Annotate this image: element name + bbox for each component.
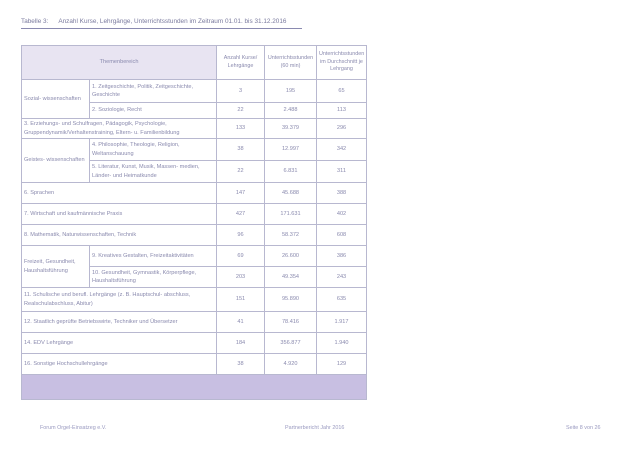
row-label: 1. Zeitgeschichte, Politik, Zeitgeschichte, Geschichte [90, 80, 217, 103]
caption-underline [21, 28, 302, 29]
row-count: 38 [217, 354, 265, 375]
row-average: 296 [317, 119, 367, 139]
row-hours: 356.877 [265, 333, 317, 354]
table-row [22, 225, 367, 246]
row-hours: 49.354 [265, 267, 317, 288]
table-row [22, 204, 367, 225]
row-label: 4. Philosophie, Theologie, Religion, Weltanschauung [90, 139, 217, 161]
row-average: 388 [317, 183, 367, 204]
row-average: 1.917 [317, 312, 367, 333]
header-average: Unterrichtsstunden im Durchschnitt je Lehrgang [317, 46, 367, 80]
row-label: 10. Gesundheit, Gymnastik, Körperpflege, Haushaltsführung [90, 267, 217, 288]
row-count: 69 [217, 246, 265, 267]
row-label: 6. Sprachen [22, 183, 217, 204]
table-row [22, 139, 367, 161]
table-row [22, 246, 367, 267]
row-label: 12. Staatlich geprüfte Betriebswirte, Techniker und Übersetzer [22, 312, 217, 333]
row-hours: 26.600 [265, 246, 317, 267]
row-count: 184 [217, 333, 265, 354]
table-row [22, 333, 367, 354]
header-area: Themenbereich [22, 46, 217, 80]
row-count: 203 [217, 267, 265, 288]
row-label: 11. Schulische und berufl. Lehrgänge (z. B. Hauptschul- abschluss, Realschulabschluss, Abitur) [22, 288, 217, 312]
row-count: 38 [217, 139, 265, 161]
row-count: 22 [217, 161, 265, 183]
table-footer-band [22, 375, 367, 400]
group-label-geistes: Geistes- wissenschaften [22, 139, 90, 183]
row-average: 113 [317, 103, 367, 119]
row-average: 1.940 [317, 333, 367, 354]
row-hours: 2.488 [265, 103, 317, 119]
row-label: 3. Erziehungs- und Schulfragen, Pädagogik, Psychologie, Gruppendynamik/Verhaltenstraining, Eltern- u. Familienbildung [22, 119, 217, 139]
row-count: 96 [217, 225, 265, 246]
row-label: 7. Wirtschaft und kaufmännische Praxis [22, 204, 217, 225]
row-average: 342 [317, 139, 367, 161]
row-average: 402 [317, 204, 367, 225]
row-hours: 4.920 [265, 354, 317, 375]
row-average: 129 [317, 354, 367, 375]
row-average: 608 [317, 225, 367, 246]
table-row [22, 288, 367, 312]
table-row [22, 119, 367, 139]
row-count: 427 [217, 204, 265, 225]
row-hours: 58.372 [265, 225, 317, 246]
table-row [22, 183, 367, 204]
table-footer-cell [22, 375, 367, 400]
table-caption-text: Anzahl Kurse, Lehrgänge, Unterrichtsstunden im Zeitraum 01.01. bis 31.12.2016 [58, 18, 287, 25]
table-caption-label: Tabelle 3: [21, 18, 49, 25]
row-label: 8. Mathematik, Naturwissenschaften, Technik [22, 225, 217, 246]
row-average: 65 [317, 80, 367, 103]
footer-left: Forum Orgel-Einsatzeg e.V. [40, 425, 107, 431]
row-average: 635 [317, 288, 367, 312]
row-hours: 39.379 [265, 119, 317, 139]
group-label-sozial: Sozial- wissenschaften [22, 80, 90, 119]
header-hours: Unterrichtsstunden (60 min) [265, 46, 317, 80]
row-label: 16. Sonstige Hochschullehrgänge [22, 354, 217, 375]
row-count: 147 [217, 183, 265, 204]
header-count: Anzahl Kurse/ Lehrgänge [217, 46, 265, 80]
row-hours: 195 [265, 80, 317, 103]
footer-center: Partnerbericht Jahr 2016 [285, 425, 345, 431]
table-header-row [22, 46, 367, 80]
row-count: 151 [217, 288, 265, 312]
row-label: 14. EDV Lehrgänge [22, 333, 217, 354]
footer-page-number: Seite 8 von 26 [566, 425, 601, 431]
row-average: 386 [317, 246, 367, 267]
row-label: 9. Kreatives Gestalten, Freizeitaktivitäten [90, 246, 217, 267]
row-hours: 171.631 [265, 204, 317, 225]
row-hours: 78.416 [265, 312, 317, 333]
table-row [22, 80, 367, 103]
table-caption [21, 18, 286, 25]
row-label: 2. Soziologie, Recht [90, 103, 217, 119]
row-average: 243 [317, 267, 367, 288]
group-label-freizeit: Freizeit, Gesundheit, Haushaltsführung [22, 246, 90, 288]
row-count: 133 [217, 119, 265, 139]
table-row [22, 354, 367, 375]
row-count: 3 [217, 80, 265, 103]
row-count: 22 [217, 103, 265, 119]
table-row [22, 312, 367, 333]
row-count: 41 [217, 312, 265, 333]
row-label: 5. Literatur, Kunst, Musik, Massen- medien, Länder- und Heimatkunde [90, 161, 217, 183]
row-hours: 6.831 [265, 161, 317, 183]
statistics-table [21, 45, 367, 400]
row-hours: 12.997 [265, 139, 317, 161]
row-hours: 45.688 [265, 183, 317, 204]
row-average: 311 [317, 161, 367, 183]
row-hours: 95.890 [265, 288, 317, 312]
